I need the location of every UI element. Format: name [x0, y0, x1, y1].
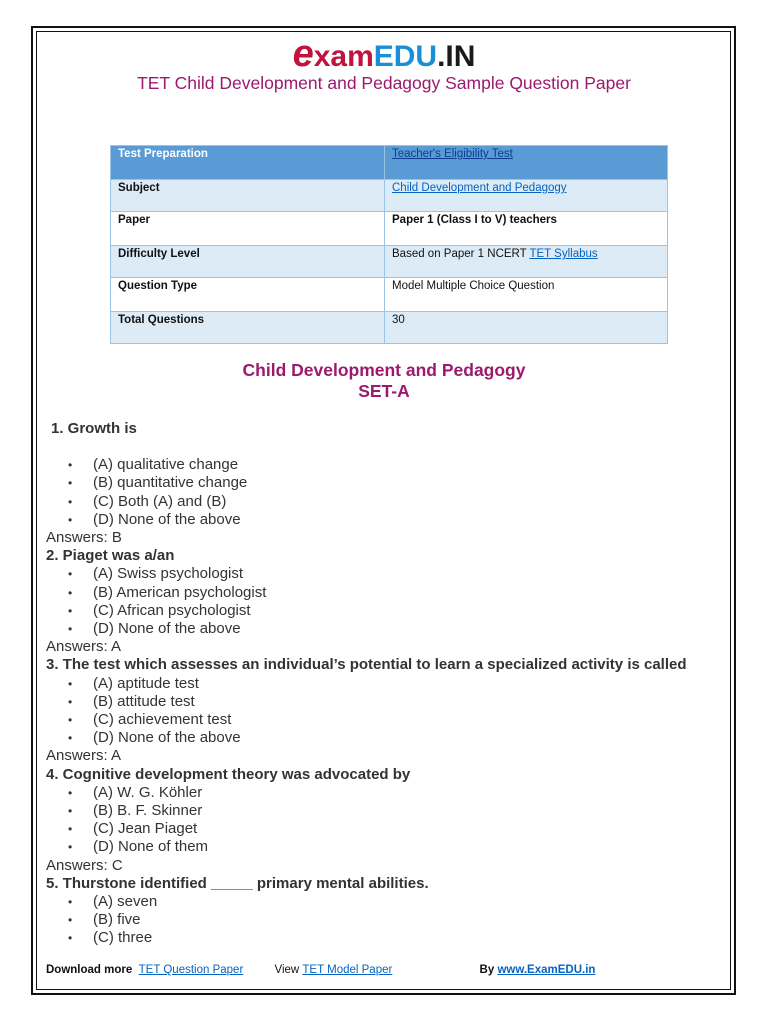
- table-row: [111, 212, 668, 246]
- answer: Answers: C: [46, 856, 123, 874]
- subject-link[interactable]: Child Development and Pedagogy: [392, 182, 567, 194]
- total-questions-value: 30: [385, 312, 668, 344]
- option: • (D) None of them: [46, 838, 736, 856]
- table-row: [111, 278, 668, 312]
- option: • (A) aptitude test: [46, 675, 736, 693]
- row-label: Paper: [111, 212, 385, 246]
- tet-model-paper-link[interactable]: TET Model Paper: [302, 964, 393, 976]
- option: • (D) None of the above: [46, 729, 736, 747]
- page-title: TET Child Development and Pedagogy Sample Question Paper: [137, 73, 631, 93]
- option: • (B) five: [46, 911, 736, 929]
- row-label: Subject: [111, 180, 385, 212]
- view-label: View: [274, 964, 300, 976]
- option: • (D) None of the above: [46, 620, 736, 638]
- options-list: [46, 675, 736, 748]
- paper-value: Paper 1 (Class I to V) teachers: [385, 212, 668, 246]
- table-row: [111, 246, 668, 278]
- page-footer: [46, 964, 646, 976]
- section-heading: Child Development and Pedagogy SET-A: [242, 360, 526, 401]
- option: • (C) Jean Piaget: [46, 820, 736, 838]
- question-text: 1. Growth is: [51, 420, 137, 437]
- row-label: Difficulty Level: [111, 246, 385, 278]
- question-text: 2. Piaget was a/an: [46, 547, 175, 565]
- option: • (C) Both (A) and (B): [46, 493, 736, 511]
- option: • (A) qualitative change: [46, 456, 736, 474]
- option: • (B) attitude test: [46, 693, 736, 711]
- answer: Answers: A: [46, 747, 122, 765]
- row-label: Total Questions: [111, 312, 385, 344]
- option: • (C) achievement test: [46, 711, 736, 729]
- examedu-site-link[interactable]: www.ExamEDU.in: [497, 964, 596, 976]
- tet-question-paper-link[interactable]: TET Question Paper: [138, 964, 244, 976]
- by-label: By: [479, 964, 495, 976]
- option: • (B) quantitative change: [46, 474, 736, 492]
- question-1: [46, 420, 736, 948]
- teachers-eligibility-test-link[interactable]: Teacher's Eligibility Test: [392, 148, 513, 160]
- answer: Answers: B: [46, 529, 122, 547]
- option: • (C) three: [46, 929, 736, 947]
- option: • (A) seven: [46, 893, 736, 911]
- info-table: [110, 145, 668, 344]
- question-text: 4. Cognitive development theory was advocated by: [46, 765, 411, 783]
- question-text: 3. The test which assesses an individual’s potential to learn a specialized activity is called: [46, 656, 687, 674]
- table-row: [111, 180, 668, 212]
- row-label: Question Type: [111, 278, 385, 312]
- option: • (A) Swiss psychologist: [46, 565, 736, 583]
- table-row: [111, 312, 668, 344]
- option: • (D) None of the above: [46, 511, 736, 529]
- options-list: [46, 565, 736, 638]
- row-label: Test Preparation: [111, 146, 385, 180]
- download-label: Download more: [46, 964, 133, 976]
- tet-syllabus-link[interactable]: TET Syllabus: [529, 248, 598, 260]
- answer: Answers: A: [46, 638, 122, 656]
- option: • (B) B. F. Skinner: [46, 802, 736, 820]
- option: • (A) W. G. Köhler: [46, 784, 736, 802]
- option: • (C) African psychologist: [46, 602, 736, 620]
- options-list: [46, 893, 736, 948]
- examedu-logo[interactable]: examEDU.IN: [292, 33, 476, 75]
- question-type-value: Model Multiple Choice Question: [385, 278, 668, 312]
- options-list: [46, 784, 736, 857]
- question-text: 5. Thurstone identified _____ primary mental abilities.: [46, 874, 429, 892]
- table-row: [111, 146, 668, 180]
- options-list: [46, 456, 736, 529]
- option: • (B) American psychologist: [46, 584, 736, 602]
- difficulty-value: Based on Paper 1 NCERT: [392, 248, 530, 260]
